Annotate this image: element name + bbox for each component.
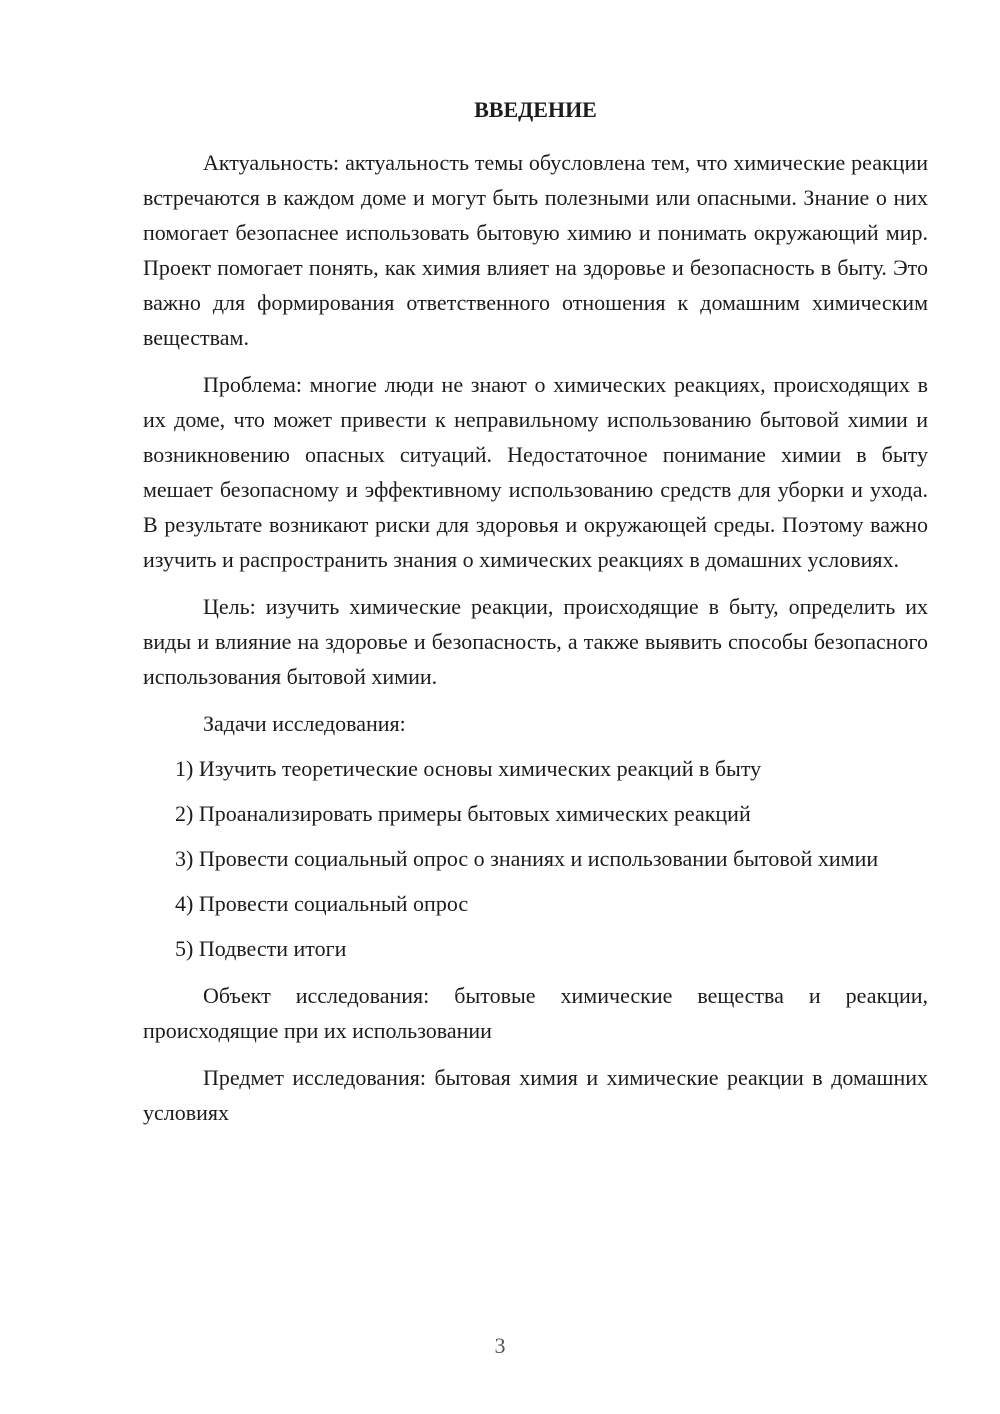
object-paragraph: Объект исследования: бытовые химические вещества и реакции, происходящие при их использовании — [143, 983, 928, 1043]
task-item: 5) Подвести итоги — [175, 936, 347, 961]
problem-paragraph: Проблема: многие люди не знают о химических реакциях, происходящих в их доме, что может привести к неправильному использованию бытовой химии и возникновению опасных ситуаций. Недостаточное понимание химии в быту мешает безопасному и эффективному использованию средств для уборки и ухода. В результате возникают риски для здоровья и окружающей среды. Поэтому важно изучить и распространить знания о химических реакциях в домашних условиях. — [143, 372, 928, 572]
subject-paragraph: Предмет исследования: бытовая химия и химические реакции в домашних условиях — [143, 1065, 928, 1125]
page-number: 3 — [494, 1333, 506, 1358]
task-item: 2) Проанализировать примеры бытовых химических реакций — [175, 801, 751, 826]
task-item: 3) Провести социальный опрос о знаниях и использовании бытовой химии — [175, 846, 879, 871]
tasks-heading: Задачи исследования: — [203, 711, 406, 736]
relevance-paragraph: Актуальность: актуальность темы обусловлена тем, что химические реакции встречаются в каждом доме и могут быть полезными или опасными. Знание о них помогает безопаснее использовать бытовую химию и понимать окружающий мир. Проект помогает понять, как химия влияет на здоровье и безопасность в быту. Это важно для формирования ответственного отношения к домашним химическим веществам. — [143, 150, 928, 350]
task-item: 1) Изучить теоретические основы химических реакций в быту — [175, 756, 762, 781]
tasks-list — [143, 751, 928, 966]
page-content — [143, 95, 928, 1130]
task-item: 4) Провести социальный опрос — [175, 891, 469, 916]
section-title: ВВЕДЕНИЕ — [474, 97, 597, 122]
goal-paragraph: Цель: изучить химические реакции, происходящие в быту, определить их виды и влияние на здоровье и безопасность, а также выявить способы безопасного использования бытовой химии. — [143, 594, 928, 689]
